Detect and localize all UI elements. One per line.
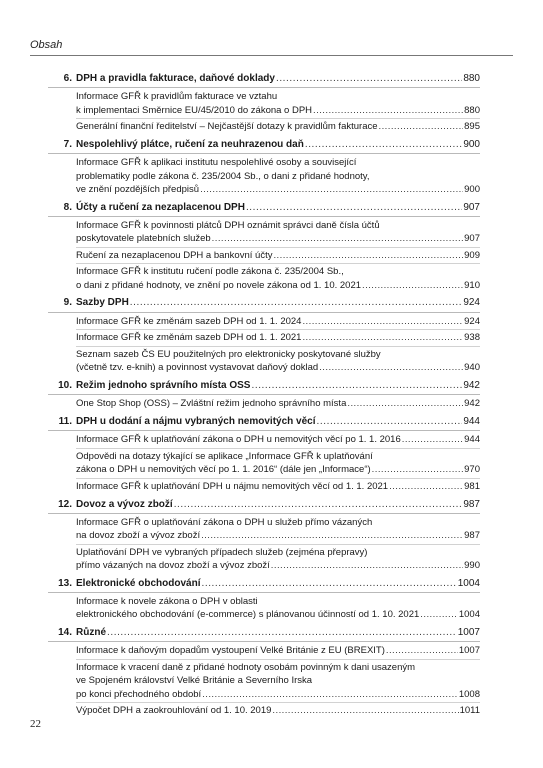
entry-text-line: k implementaci Směrnice EU/45/2010 do zákona o DPH <box>76 104 313 116</box>
chapter-page: 900 <box>463 138 480 150</box>
chapter-title: Účty a ručení za nezaplacenou DPH <box>76 201 245 213</box>
chapter-page: 1007 <box>457 627 480 639</box>
entry-last-line <box>76 279 480 292</box>
toc-chapter <box>48 138 480 197</box>
toc-entry <box>76 704 480 718</box>
toc-chapter-heading <box>48 415 480 431</box>
toc-entry <box>76 156 480 197</box>
entry-last-line <box>76 183 480 196</box>
toc-chapter <box>48 415 480 494</box>
entry-text-line: Informace GFŘ o uplatňování zákona o DPH u služeb přímo vázaných <box>76 516 373 528</box>
entry-page: 907 <box>464 233 480 245</box>
entry-text-line: Informace k daňovým dopadům vystoupení Velké Británie z EU (BREXIT) <box>76 645 385 657</box>
chapter-page: 987 <box>463 498 480 510</box>
entry-text-line: Odpovědi na dotazy týkající se aplikace „Informace GFŘ k uplatňování <box>76 450 373 462</box>
entry-last-line <box>76 463 480 476</box>
toc-chapter <box>48 577 480 623</box>
entry-text-line: ve znění pozdějších předpisů <box>76 183 200 195</box>
dot-leader <box>276 72 462 85</box>
dot-leader <box>251 379 462 392</box>
toc-entry <box>76 120 480 134</box>
entry-last-line <box>76 608 480 621</box>
dot-leader <box>212 232 463 245</box>
entry-page: 970 <box>464 464 480 476</box>
toc-entry <box>76 315 480 330</box>
entry-last-line <box>76 480 480 493</box>
dot-leader <box>302 331 463 344</box>
entry-text-line: Informace GFŘ k institutu ručení podle zákona č. 235/2004 Sb., <box>76 266 344 278</box>
entry-text-line: Informace GFŘ k aplikaci institutu nespolehlivé osoby a související <box>76 157 357 169</box>
entry-last-line <box>76 249 480 262</box>
entry-last-line <box>76 559 480 572</box>
toc-chapter-heading <box>48 138 480 154</box>
entry-text-line: Informace GFŘ k uplatňování zákona o DPH u nemovitých věcí po 1. 1. 2016 <box>76 434 401 446</box>
chapter-page: 907 <box>463 201 480 213</box>
dot-leader <box>130 296 463 309</box>
entry-page: 900 <box>464 183 480 195</box>
chapter-page: 880 <box>463 73 480 84</box>
chapter-title: Elektronické obchodování <box>76 577 201 589</box>
entry-text-line: na dovoz zboží a vývoz zboží <box>76 530 201 542</box>
chapter-page: 1004 <box>457 577 480 589</box>
chapter-title: DPH a pravidla fakturace, daňové doklady <box>76 73 275 84</box>
dot-leader <box>313 104 463 117</box>
entry-last-line <box>76 397 480 410</box>
chapter-title: Různé <box>76 627 106 639</box>
toc-entry <box>76 433 480 448</box>
dot-leader <box>362 279 463 292</box>
dot-leader <box>302 315 463 328</box>
toc-chapter-heading <box>48 498 480 514</box>
entry-text-line: Uplatňování DPH ve vybraných případech služeb (zejména přepravy) <box>76 546 368 558</box>
dot-leader <box>272 704 458 717</box>
entry-text-line: Informace k vracení daně z přidané hodnoty osobám povinným k dani usazeným <box>76 662 416 674</box>
toc-chapter-heading <box>48 201 480 217</box>
toc-chapter-heading <box>48 626 480 642</box>
entry-last-line <box>76 704 480 717</box>
entry-text-line: Výpočet DPH a zaokrouhlování od 1. 10. 2019 <box>76 705 272 717</box>
dot-leader <box>200 183 463 196</box>
entry-last-line <box>76 104 480 117</box>
toc-chapter-heading <box>48 296 480 312</box>
entry-page: 940 <box>464 362 480 374</box>
entry-last-line <box>76 232 480 245</box>
dot-leader <box>372 463 463 476</box>
chapter-number: 8. <box>63 201 72 213</box>
toc-chapter-heading <box>48 577 480 593</box>
dot-leader <box>389 480 463 493</box>
dot-leader <box>202 688 458 701</box>
entry-text-line: Informace GFŘ k povinnosti plátců DPH oznámit správci daně čísla účtů <box>76 219 380 231</box>
chapter-number: 12. <box>58 498 72 510</box>
entry-page: 1008 <box>458 688 480 700</box>
chapter-number: 11. <box>58 415 72 427</box>
entry-text-line: Informace GFŘ k uplatňování DPH u nájmu nemovitých věcí od 1. 1. 2021 <box>76 480 389 492</box>
chapter-number: 13. <box>58 577 72 589</box>
chapter-number: 14. <box>58 627 72 639</box>
chapter-title: DPH u dodání a nájmu vybraných nemovitých věcí <box>76 415 316 427</box>
dot-leader <box>305 138 462 151</box>
toc-chapter <box>48 296 480 375</box>
entry-last-line <box>76 331 480 344</box>
dot-leader <box>201 529 463 542</box>
entry-page: 990 <box>464 560 480 572</box>
entry-page: 910 <box>464 279 480 291</box>
toc-entry <box>76 331 480 346</box>
entry-text-line: poskytovatele platebních služeb <box>76 233 211 245</box>
chapter-page: 942 <box>463 380 480 392</box>
dot-leader <box>246 201 462 214</box>
chapter-title: Režim jednoho správního místa OSS <box>76 380 251 392</box>
toc-chapter <box>48 72 480 135</box>
toc-chapter <box>48 498 480 574</box>
entry-page: 944 <box>464 434 480 446</box>
entry-last-line <box>76 529 480 542</box>
entry-text-line: Seznam sazeb ČS EU použitelných pro elektronicky poskytované služby <box>76 349 381 361</box>
entry-text-line: Informace GFŘ ke změnám sazeb DPH od 1. 1. 2024 <box>76 315 302 327</box>
toc-entry <box>76 219 480 248</box>
entry-text-line: Generální finanční ředitelství – Nejčastější dotazy k pravidlům fakturace <box>76 121 378 133</box>
entry-page: 924 <box>464 315 480 327</box>
dot-leader <box>271 559 463 572</box>
toc-chapter <box>48 379 480 412</box>
toc-entry <box>76 546 480 574</box>
toc-entry <box>76 480 480 494</box>
toc-entry <box>76 348 480 376</box>
table-of-contents <box>48 72 480 722</box>
entry-last-line <box>76 120 480 133</box>
entry-last-line <box>76 688 480 701</box>
toc-entry <box>76 661 480 703</box>
chapter-number: 7. <box>63 138 72 150</box>
toc-chapter <box>48 626 480 719</box>
dot-leader <box>402 433 463 446</box>
running-header: Obsah <box>30 39 63 51</box>
entry-last-line <box>76 433 480 446</box>
chapter-title: Nespolehlivý plátce, ručení za neuhrazenou daň <box>76 138 304 150</box>
entry-page: 938 <box>464 332 480 344</box>
entry-text-line: elektronického obchodování (e-commerce) s plánovanou účinností od 1. 10. 2021 <box>76 609 420 621</box>
entry-text-line: Ručení za nezaplacenou DPH a bankovní účty <box>76 249 273 261</box>
entry-page: 1004 <box>458 609 480 621</box>
chapter-page: 944 <box>463 415 480 427</box>
entry-text-line: po konci přechodného období <box>76 688 202 700</box>
entry-page: 987 <box>464 530 480 542</box>
chapter-number: 9. <box>63 297 72 309</box>
toc-entry <box>76 90 480 119</box>
dot-leader <box>273 249 463 262</box>
toc-entry <box>76 397 480 411</box>
entry-page: 895 <box>464 121 480 133</box>
entry-text-line: přímo vázaných na dovoz zboží a vývoz zboží <box>76 560 270 572</box>
dot-leader <box>347 397 463 410</box>
entry-last-line <box>76 315 480 328</box>
entry-text-line: Informace GFŘ ke změnám sazeb DPH od 1. 1. 2021 <box>76 332 302 344</box>
entry-text-line: Informace k novele zákona o DPH v oblasti <box>76 596 258 608</box>
toc-entry <box>76 516 480 545</box>
chapter-title: Sazby DPH <box>76 297 129 309</box>
toc-chapter-heading <box>48 72 480 88</box>
toc-entry <box>76 265 480 293</box>
entry-text-line: o dani z přidané hodnoty, ve znění po novele zákona od 1. 10. 2021 <box>76 279 362 291</box>
toc-entry <box>76 595 480 623</box>
toc-entry <box>76 450 480 479</box>
entry-text-line: problematiky podle zákona č. 235/2004 Sb., o dani z přidané hodnoty, <box>76 170 370 182</box>
chapter-number: 6. <box>63 73 72 84</box>
entry-text-line: (včetně tzv. e-knih) a povinnost vystavovat daňový doklad <box>76 362 319 374</box>
dot-leader <box>174 498 463 511</box>
chapter-number: 10. <box>58 380 72 392</box>
dot-leader <box>379 120 464 133</box>
entry-last-line <box>76 361 480 374</box>
chapter-page: 924 <box>463 297 480 309</box>
entry-page: 880 <box>464 104 480 116</box>
entry-text-line: One Stop Shop (OSS) – Zvláštní režim jednoho správního místa <box>76 398 347 410</box>
dot-leader <box>317 415 463 428</box>
entry-page: 1007 <box>458 645 480 657</box>
entry-page: 981 <box>464 480 480 492</box>
page-number: 22 <box>30 718 41 730</box>
dot-leader <box>201 577 456 590</box>
dot-leader <box>319 361 463 374</box>
toc-chapter-heading <box>48 379 480 395</box>
entry-text-line: zákona o DPH u nemovitých věcí po 1. 1. 2016“ (dále jen „Informace“) <box>76 464 371 476</box>
entry-last-line <box>76 644 480 657</box>
entry-page: 909 <box>464 249 480 261</box>
entry-text-line: Informace GFŘ k pravidlům fakturace ve vztahu <box>76 91 278 103</box>
toc-entry <box>76 249 480 264</box>
chapter-title: Dovoz a vývoz zboží <box>76 498 173 510</box>
dot-leader <box>420 608 458 621</box>
entry-text-line: ve Spojeném království Velké Británie a Severního Irska <box>76 675 313 687</box>
dot-leader <box>107 626 457 639</box>
header-rule <box>30 55 513 56</box>
entry-page: 1011 <box>459 705 480 717</box>
entry-page: 942 <box>464 398 480 410</box>
toc-chapter <box>48 201 480 294</box>
dot-leader <box>386 644 458 657</box>
toc-entry <box>76 644 480 659</box>
